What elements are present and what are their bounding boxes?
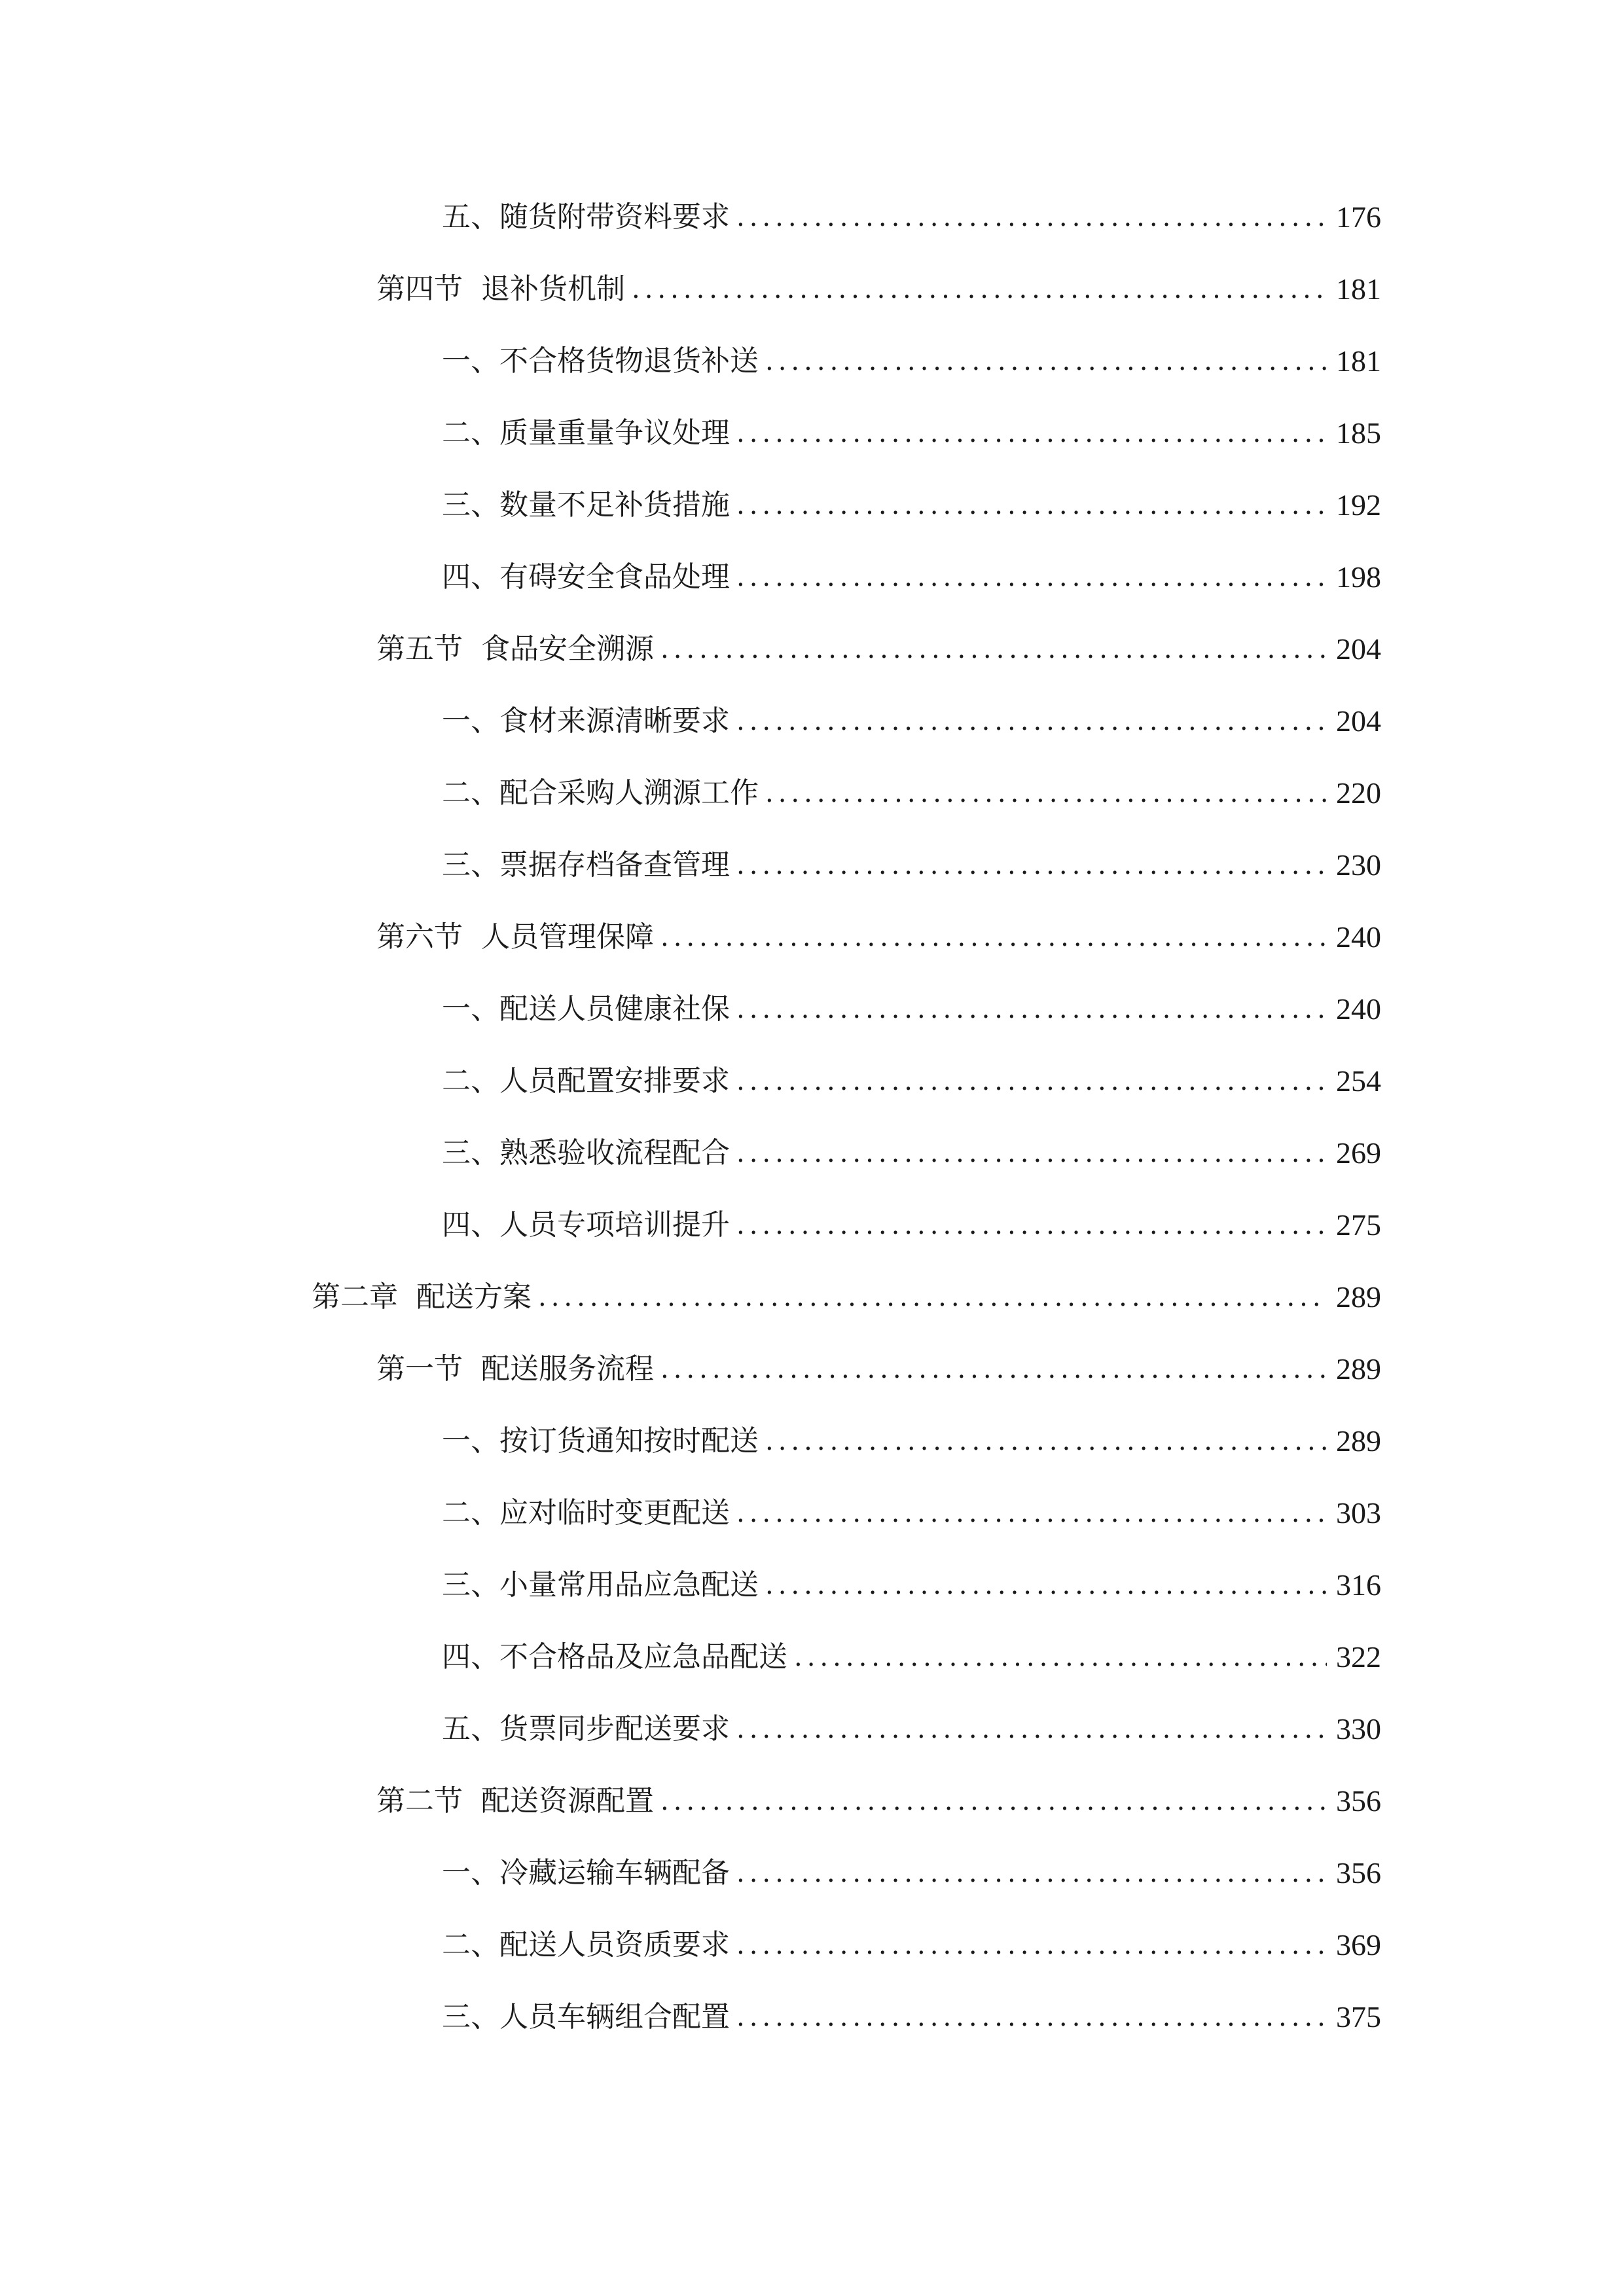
- toc-entry[interactable]: [442, 838, 1381, 884]
- toc-entry[interactable]: [442, 1198, 1381, 1244]
- toc-entry-number: 一、: [442, 992, 499, 1026]
- toc-entry-title: 人员配置安排要求: [499, 1064, 730, 1098]
- toc-entry-page: 275: [1336, 1208, 1381, 1242]
- toc-entry-page: 369: [1336, 1928, 1381, 1962]
- toc-entry-title: 食材来源清晰要求: [499, 704, 730, 738]
- toc-entry-title: 熟悉验收流程配合: [499, 1136, 730, 1170]
- toc-entry-number: 一、: [442, 344, 499, 378]
- dot-leader: [660, 919, 1327, 956]
- toc-entry-number: 五、: [442, 200, 499, 234]
- toc-entry[interactable]: [442, 478, 1381, 524]
- toc-entry-page: 204: [1336, 704, 1381, 738]
- toc-entry-page: 181: [1336, 344, 1381, 378]
- toc-entry-title: 人员专项培训提升: [499, 1208, 730, 1242]
- toc-entry-page: 176: [1336, 200, 1381, 234]
- toc-entry-page: 356: [1336, 1784, 1381, 1818]
- toc-entry-title: 不合格货物退货补送: [499, 344, 759, 378]
- toc-entry-title: 按订货通知按时配送: [499, 1424, 759, 1458]
- toc-entry-title: 数量不足补货措施: [499, 488, 730, 522]
- toc-entry-page: 269: [1336, 1136, 1381, 1170]
- toc-entry-title: 货票同步配送要求: [499, 1712, 730, 1746]
- dot-leader: [736, 991, 1327, 1028]
- dot-leader: [736, 847, 1327, 884]
- toc-entry-page: 230: [1336, 848, 1381, 882]
- dot-leader: [736, 1927, 1327, 1964]
- toc-entry-page: 240: [1336, 992, 1381, 1026]
- toc-entry-number: 三、: [442, 2000, 499, 2034]
- dot-leader: [736, 1711, 1327, 1748]
- toc-entry[interactable]: [442, 766, 1381, 812]
- toc-entry[interactable]: [442, 1846, 1381, 1892]
- dot-leader: [632, 271, 1327, 308]
- toc-entry-number: 三、: [442, 1136, 499, 1170]
- toc-entry-title: 配送人员资质要求: [499, 1928, 730, 1962]
- toc-entry[interactable]: [376, 622, 1381, 668]
- dot-leader: [736, 703, 1327, 740]
- toc-entry-number: 三、: [442, 848, 499, 882]
- toc-entry-page: 240: [1336, 920, 1381, 954]
- toc-entry-title: 不合格品及应急品配送: [499, 1640, 787, 1674]
- toc-entry[interactable]: [442, 1126, 1381, 1172]
- toc-entry[interactable]: [376, 1342, 1381, 1388]
- toc-entry-page: 316: [1336, 1568, 1381, 1602]
- toc-entry-title: 票据存档备查管理: [499, 848, 730, 882]
- dot-leader: [736, 559, 1327, 596]
- dot-leader: [736, 415, 1327, 452]
- toc-entry-title: 随货附带资料要求: [499, 200, 730, 234]
- toc-entry-page: 303: [1336, 1496, 1381, 1530]
- toc-entry-number: 三、: [442, 488, 499, 522]
- toc-entry[interactable]: [442, 1558, 1381, 1604]
- toc-entry-title: 冷藏运输车辆配备: [499, 1856, 730, 1890]
- toc-entry-number: 第二章: [312, 1280, 398, 1314]
- dot-leader: [736, 1855, 1327, 1892]
- toc-entry-title: 质量重量争议处理: [499, 416, 730, 450]
- toc-entry-page: 289: [1336, 1280, 1381, 1314]
- toc-entry-number: 四、: [442, 1208, 499, 1242]
- toc-entry-page: 322: [1336, 1640, 1381, 1674]
- dot-leader: [736, 1207, 1327, 1244]
- toc-entry[interactable]: [442, 190, 1381, 236]
- dot-leader: [660, 1351, 1327, 1388]
- toc-entry[interactable]: [376, 910, 1381, 956]
- toc-entry-page: 289: [1336, 1352, 1381, 1386]
- dot-leader: [736, 199, 1327, 236]
- dot-leader: [765, 775, 1327, 812]
- toc-entry-page: 356: [1336, 1856, 1381, 1890]
- dot-leader: [736, 487, 1327, 524]
- toc-entry-number: 二、: [442, 1496, 499, 1530]
- toc-entry[interactable]: [442, 1486, 1381, 1532]
- dot-leader: [765, 343, 1327, 380]
- dot-leader: [660, 1783, 1327, 1820]
- toc-entry-number: 第五节: [376, 632, 463, 666]
- toc-entry-number: 第二节: [376, 1784, 463, 1818]
- toc-entry-title: 配送服务流程: [481, 1352, 654, 1386]
- toc-entry-title: 应对临时变更配送: [499, 1496, 730, 1530]
- toc-entry-page: 181: [1336, 272, 1381, 306]
- toc-entry[interactable]: [312, 1270, 1381, 1316]
- dot-leader: [794, 1639, 1327, 1676]
- toc-entry-page: 198: [1336, 560, 1381, 594]
- dot-leader: [736, 1495, 1327, 1532]
- toc-entry[interactable]: [442, 1630, 1381, 1676]
- toc-entry[interactable]: [442, 1702, 1381, 1748]
- dot-leader: [736, 1999, 1327, 2036]
- toc-entry-title: 配送方案: [416, 1280, 532, 1314]
- toc-entry-title: 人员车辆组合配置: [499, 2000, 730, 2034]
- toc-entry[interactable]: [376, 262, 1381, 308]
- toc-entry[interactable]: [376, 1774, 1381, 1820]
- toc-entry-page: 220: [1336, 776, 1381, 810]
- toc-entry-page: 192: [1336, 488, 1381, 522]
- toc-entry-number: 一、: [442, 1856, 499, 1890]
- dot-leader: [765, 1423, 1327, 1460]
- toc-entry-title: 食品安全溯源: [481, 632, 654, 666]
- dot-leader: [736, 1135, 1327, 1172]
- dot-leader: [538, 1279, 1327, 1316]
- dot-leader: [660, 631, 1327, 668]
- toc-entry-page: 185: [1336, 416, 1381, 450]
- toc-entry-number: 一、: [442, 704, 499, 738]
- toc-entry-number: 一、: [442, 1424, 499, 1458]
- toc-entry[interactable]: [442, 1054, 1381, 1100]
- toc-entry[interactable]: [442, 1990, 1381, 2036]
- toc-entry-page: 289: [1336, 1424, 1381, 1458]
- toc-entry[interactable]: [442, 1414, 1381, 1460]
- toc-entry-page: 204: [1336, 632, 1381, 666]
- toc-entry-title: 配送人员健康社保: [499, 992, 730, 1026]
- toc-entry[interactable]: [442, 334, 1381, 380]
- toc-entry[interactable]: [442, 1918, 1381, 1964]
- toc-entry-title: 配合采购人溯源工作: [499, 776, 759, 810]
- toc-entry-number: 二、: [442, 416, 499, 450]
- toc-entry-page: 254: [1336, 1064, 1381, 1098]
- toc-entry[interactable]: [442, 406, 1381, 452]
- toc-entry[interactable]: [442, 694, 1381, 740]
- toc-entry-number: 二、: [442, 1928, 499, 1962]
- toc-entry-number: 第一节: [376, 1352, 463, 1386]
- toc-entry-number: 二、: [442, 1064, 499, 1098]
- toc-entry[interactable]: [442, 550, 1381, 596]
- toc-entry[interactable]: [442, 982, 1381, 1028]
- dot-leader: [765, 1567, 1327, 1604]
- toc-entry-number: 四、: [442, 560, 499, 594]
- toc-entry-title: 退补货机制: [481, 272, 625, 306]
- toc-entry-number: 五、: [442, 1712, 499, 1746]
- toc-entry-number: 三、: [442, 1568, 499, 1602]
- toc-entry-title: 小量常用品应急配送: [499, 1568, 759, 1602]
- toc-entry-number: 第六节: [376, 920, 463, 954]
- toc-entry-title: 人员管理保障: [481, 920, 654, 954]
- toc-entry-number: 二、: [442, 776, 499, 810]
- toc-entry-title: 有碍安全食品处理: [499, 560, 730, 594]
- toc-entry-number: 第四节: [376, 272, 463, 306]
- toc-entry-title: 配送资源配置: [481, 1784, 654, 1818]
- toc-entry-page: 330: [1336, 1712, 1381, 1746]
- dot-leader: [736, 1063, 1327, 1100]
- toc-entry-page: 375: [1336, 2000, 1381, 2034]
- toc-entry-number: 四、: [442, 1640, 499, 1674]
